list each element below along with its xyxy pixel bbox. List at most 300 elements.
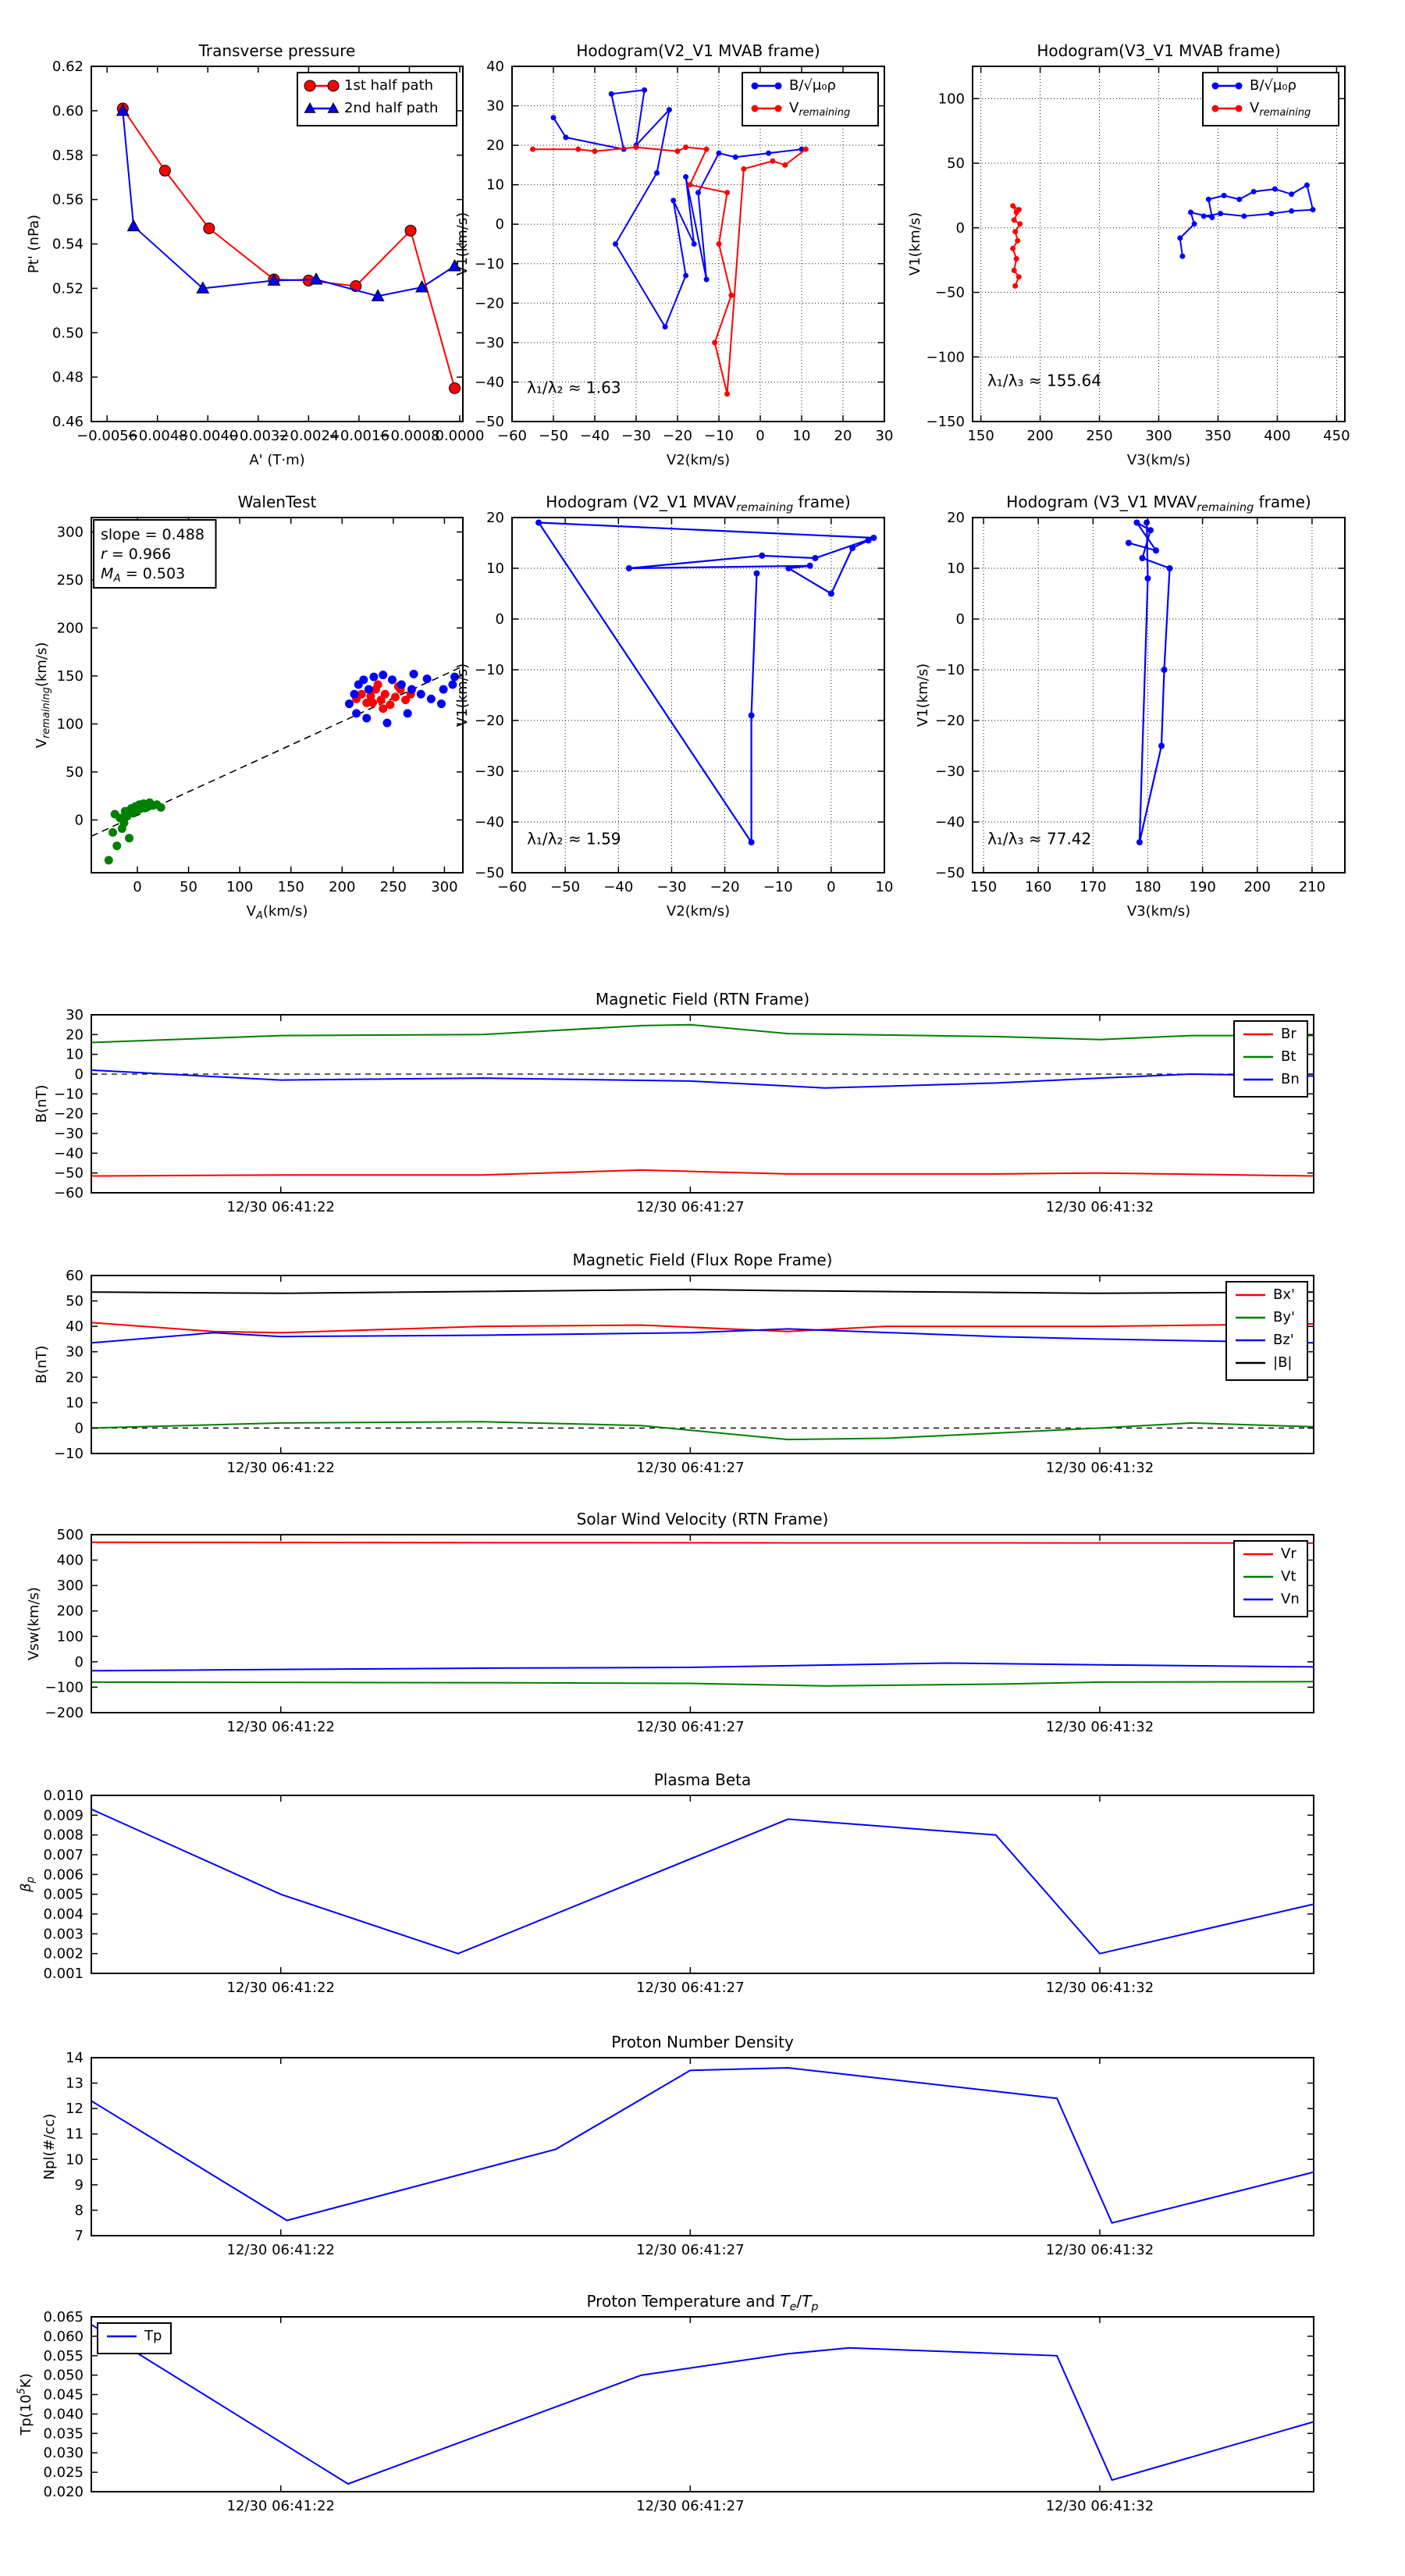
y-tick-label: 12 bbox=[66, 2101, 84, 2118]
x-tick-label: 12/30 06:41:22 bbox=[226, 2242, 335, 2258]
data-point-marker bbox=[634, 144, 639, 150]
data-point-marker bbox=[365, 685, 373, 694]
data-point-marker bbox=[1010, 246, 1016, 251]
y-tick-label: 0.045 bbox=[43, 2386, 84, 2403]
y-tick-label: −50 bbox=[935, 865, 965, 881]
y-tick-label: −50 bbox=[475, 414, 504, 430]
data-point-marker bbox=[704, 277, 710, 283]
y-tick-label: 9 bbox=[74, 2176, 84, 2194]
data-point-marker bbox=[1212, 83, 1219, 90]
y-tick-label: 0.52 bbox=[52, 280, 84, 297]
data-point-marker bbox=[1289, 191, 1294, 197]
y-tick-label: 0.035 bbox=[43, 2425, 84, 2443]
legend bbox=[1203, 73, 1339, 126]
x-tick-label: −50 bbox=[550, 879, 581, 895]
series-group bbox=[91, 1290, 1314, 1439]
data-point-marker bbox=[1192, 221, 1197, 226]
data-point-marker bbox=[410, 670, 418, 678]
x-tick-label: −20 bbox=[663, 428, 692, 444]
data-point-marker bbox=[687, 182, 692, 187]
y-tick-label: 30 bbox=[66, 1007, 84, 1023]
data-point-marker bbox=[870, 535, 877, 541]
series-line bbox=[91, 1322, 1314, 1332]
data-point-marker bbox=[749, 839, 755, 845]
series-group bbox=[1010, 183, 1315, 289]
y-tick-label: 0.50 bbox=[52, 325, 84, 342]
x-tick-label: 12/30 06:41:32 bbox=[1045, 1980, 1154, 1996]
data-point-marker bbox=[1222, 193, 1227, 198]
data-point-marker bbox=[111, 809, 119, 818]
y-tick-label: 0.007 bbox=[43, 1847, 84, 1863]
annotation-text: λ₁/λ₂ ≈ 1.59 bbox=[527, 829, 621, 849]
data-point-marker bbox=[1012, 268, 1017, 273]
data-point-marker bbox=[119, 819, 128, 827]
chart-svg-proton_density bbox=[41, 2033, 1314, 2258]
data-point-marker bbox=[1144, 520, 1150, 526]
x-tick-label: 450 bbox=[1323, 428, 1350, 444]
data-point-marker bbox=[642, 87, 647, 93]
y-tick-label: 0.001 bbox=[43, 1966, 84, 1982]
y-tick-label: 0 bbox=[495, 216, 504, 233]
data-point-marker bbox=[663, 324, 668, 329]
y-tick-label: −20 bbox=[54, 1105, 84, 1123]
series-line bbox=[91, 1329, 1314, 1343]
legend-label: B/√μ₀ρ bbox=[1250, 77, 1297, 94]
chart-vsw-rtn bbox=[26, 1510, 1314, 1735]
y-tick-label: 0.006 bbox=[43, 1866, 84, 1884]
data-point-marker bbox=[724, 391, 730, 397]
data-point-marker bbox=[381, 690, 389, 699]
y-tick-label: −40 bbox=[475, 814, 504, 831]
data-point-marker bbox=[439, 685, 448, 694]
data-point-marker bbox=[530, 147, 535, 152]
data-point-marker bbox=[609, 91, 614, 97]
data-point-marker bbox=[1236, 83, 1243, 90]
data-point-marker bbox=[1179, 254, 1185, 259]
x-tick-label: 0 bbox=[827, 879, 836, 895]
y-tick-label: 0.030 bbox=[43, 2445, 84, 2462]
y-tick-label: −20 bbox=[475, 295, 504, 312]
y-tick-label: −30 bbox=[475, 763, 504, 780]
data-point-marker bbox=[127, 220, 139, 231]
data-point-marker bbox=[1012, 217, 1017, 222]
chart-title: Plasma Beta bbox=[653, 1770, 752, 1789]
x-tick-label: 12/30 06:41:27 bbox=[636, 1719, 745, 1735]
x-axis-label: V2(km/s) bbox=[666, 452, 731, 468]
tick-marks bbox=[512, 518, 884, 873]
series-line bbox=[91, 1542, 1314, 1543]
data-point-marker bbox=[423, 674, 432, 683]
data-point-marker bbox=[683, 174, 688, 180]
chart-svg-hodogram_v3v1_mvab bbox=[907, 41, 1350, 468]
y-tick-label: 0 bbox=[74, 1420, 84, 1437]
data-point-marker bbox=[749, 713, 755, 719]
y-axis-label: V1(km/s) bbox=[454, 663, 471, 728]
data-point-marker bbox=[352, 709, 361, 717]
y-tick-label: 0.020 bbox=[43, 2484, 84, 2500]
y-axis-label: Npl(#/cc) bbox=[41, 2113, 58, 2180]
data-point-marker bbox=[1241, 213, 1247, 219]
y-axis-label: Pt' (nPa) bbox=[26, 214, 42, 274]
x-tick-label: 50 bbox=[180, 879, 198, 895]
y-axis-label: $Tp(10^5K)$ bbox=[16, 2373, 34, 2435]
x-tick-label: −40 bbox=[580, 428, 610, 444]
chart-svg-transverse_pressure bbox=[26, 41, 485, 468]
legend-box bbox=[1226, 1282, 1307, 1380]
y-tick-label: −100 bbox=[926, 349, 965, 366]
y-tick-label: 20 bbox=[486, 137, 504, 155]
y-tick-label: −10 bbox=[475, 255, 504, 272]
data-point-marker bbox=[1144, 575, 1151, 582]
series-line bbox=[123, 111, 454, 296]
y-tick-label: 0 bbox=[74, 812, 84, 829]
data-point-marker bbox=[1206, 197, 1211, 202]
y-tick-label: 0.54 bbox=[52, 236, 84, 253]
x-tick-label: −0.0016 bbox=[328, 428, 389, 444]
chart-proton-density bbox=[41, 2033, 1314, 2258]
y-tick-label: 40 bbox=[66, 1318, 84, 1336]
data-point-marker bbox=[654, 170, 660, 176]
x-tick-label: 170 bbox=[1080, 879, 1107, 895]
legend-label: $V_{remaining}$ bbox=[789, 100, 851, 119]
chart-transverse-pressure bbox=[26, 41, 485, 468]
data-point-marker bbox=[692, 241, 697, 247]
chart-svg-hodogram_v3v1_mvav bbox=[915, 493, 1345, 920]
x-tick-label: 200 bbox=[1026, 428, 1054, 444]
tick-marks bbox=[973, 518, 1345, 873]
data-point-marker bbox=[695, 190, 701, 195]
y-tick-label: 250 bbox=[56, 571, 84, 589]
y-tick-label: −30 bbox=[54, 1126, 84, 1142]
x-tick-label: −30 bbox=[621, 428, 651, 444]
x-tick-label: 12/30 06:41:22 bbox=[226, 2498, 335, 2514]
y-tick-label: 10 bbox=[486, 176, 504, 194]
data-point-marker bbox=[345, 699, 354, 708]
y-tick-label: 13 bbox=[66, 2075, 84, 2092]
y-tick-label: −20 bbox=[935, 713, 965, 729]
legend bbox=[1234, 1541, 1307, 1617]
x-tick-label: 0 bbox=[756, 428, 765, 444]
x-tick-label: 12/30 06:41:27 bbox=[636, 1980, 745, 1996]
legend-label: 2nd half path bbox=[344, 100, 439, 116]
data-point-marker bbox=[427, 695, 436, 703]
y-tick-label: 200 bbox=[56, 620, 84, 637]
y-tick-label: 0.48 bbox=[52, 369, 84, 386]
data-point-marker bbox=[712, 340, 717, 345]
data-point-marker bbox=[328, 80, 339, 91]
y-tick-label: 10 bbox=[947, 560, 965, 577]
y-tick-label: 0.005 bbox=[43, 1886, 84, 1903]
series-line bbox=[91, 1663, 1314, 1671]
annotation-text: λ₁/λ₃ ≈ 155.64 bbox=[987, 371, 1101, 390]
x-tick-label: 200 bbox=[329, 879, 356, 895]
data-point-marker bbox=[812, 555, 818, 561]
data-point-marker bbox=[667, 107, 672, 112]
y-tick-label: 150 bbox=[56, 667, 84, 685]
chart-title: Proton Temperature and $T_e/T_p$ bbox=[586, 2292, 819, 2314]
y-tick-label: −40 bbox=[475, 374, 504, 391]
series-line bbox=[1129, 523, 1170, 843]
y-tick-label: 500 bbox=[56, 1527, 84, 1543]
y-axis-label: V1(km/s) bbox=[454, 212, 471, 276]
y-tick-label: 100 bbox=[56, 1628, 84, 1646]
data-point-marker bbox=[108, 828, 117, 837]
data-point-marker bbox=[535, 520, 542, 526]
data-point-marker bbox=[592, 148, 598, 154]
x-tick-label: 12/30 06:41:32 bbox=[1045, 2498, 1154, 2514]
y-axis-label: V1(km/s) bbox=[907, 212, 923, 276]
series-line bbox=[91, 1170, 1314, 1176]
y-tick-label: −10 bbox=[54, 1086, 84, 1103]
x-axis-label: V2(km/s) bbox=[666, 903, 731, 920]
x-tick-label: 160 bbox=[1024, 879, 1052, 895]
data-point-marker bbox=[1010, 203, 1016, 208]
x-tick-label: −60 bbox=[497, 428, 527, 444]
axes-frame bbox=[91, 1015, 1314, 1193]
data-point-marker bbox=[1158, 743, 1165, 749]
series-line bbox=[91, 1421, 1314, 1439]
axes-frame bbox=[973, 518, 1345, 873]
chart-title: Proton Number Density bbox=[611, 2033, 794, 2051]
data-point-marker bbox=[1272, 187, 1278, 192]
data-point-marker bbox=[105, 856, 113, 865]
series-group bbox=[91, 2068, 1314, 2223]
chart-hodogram-v2v1-mvav bbox=[454, 493, 894, 920]
y-axis-label: $\beta_p$ bbox=[18, 1877, 37, 1892]
chart-title: Hodogram(V2_V1 MVAB frame) bbox=[576, 41, 820, 60]
x-tick-label: 350 bbox=[1204, 428, 1232, 444]
series-group bbox=[530, 87, 809, 397]
data-point-marker bbox=[304, 80, 315, 91]
data-point-marker bbox=[670, 197, 676, 203]
y-tick-label: 14 bbox=[66, 2050, 84, 2066]
data-point-marker bbox=[1201, 213, 1207, 219]
data-point-marker bbox=[683, 272, 688, 278]
x-tick-label: 300 bbox=[1145, 428, 1172, 444]
x-tick-label: −10 bbox=[763, 879, 793, 895]
chart-svg-hodogram_v2v1_mvav bbox=[454, 493, 894, 920]
x-tick-label: −60 bbox=[497, 879, 527, 895]
y-tick-label: 0 bbox=[955, 219, 965, 237]
chart-title: Solar Wind Velocity (RTN Frame) bbox=[576, 1510, 829, 1528]
y-tick-label: 0 bbox=[74, 1066, 84, 1083]
y-axis-label: $V_{remaining}(km/s)$ bbox=[34, 642, 52, 749]
data-point-marker bbox=[675, 148, 681, 154]
y-tick-label: −50 bbox=[935, 284, 965, 301]
y-tick-label: 11 bbox=[66, 2126, 84, 2143]
data-point-marker bbox=[1251, 189, 1257, 194]
data-point-marker bbox=[362, 714, 371, 723]
data-point-marker bbox=[770, 158, 775, 164]
series-line bbox=[91, 1290, 1314, 1293]
y-axis-label: Vsw(km/s) bbox=[26, 1587, 42, 1660]
legend-label: Vn bbox=[1281, 1591, 1300, 1607]
x-tick-label: 150 bbox=[967, 428, 994, 444]
chart-bfield-rtn bbox=[34, 990, 1314, 1215]
data-point-marker bbox=[359, 675, 368, 684]
chart-svg-bfield_fluxrope bbox=[34, 1251, 1314, 1476]
x-tick-label: 0 bbox=[133, 879, 142, 895]
y-tick-label: 200 bbox=[56, 1603, 84, 1620]
data-point-marker bbox=[849, 545, 855, 551]
x-tick-label: 12/30 06:41:22 bbox=[226, 1199, 335, 1215]
y-tick-label: 0.050 bbox=[43, 2367, 84, 2384]
chart-walen-test bbox=[34, 493, 463, 922]
y-tick-label: 20 bbox=[486, 510, 504, 526]
y-axis-label: B(nT) bbox=[34, 1345, 50, 1384]
x-tick-label: 250 bbox=[1086, 428, 1113, 444]
data-point-marker bbox=[759, 553, 765, 559]
y-tick-label: −50 bbox=[54, 1165, 84, 1182]
data-point-marker bbox=[1161, 667, 1168, 673]
x-tick-label: 150 bbox=[969, 879, 998, 895]
series-line bbox=[91, 1070, 1314, 1088]
data-point-marker bbox=[391, 692, 400, 701]
x-tick-label: −20 bbox=[710, 879, 740, 895]
legend bbox=[1234, 1021, 1307, 1097]
x-tick-label: 250 bbox=[379, 879, 407, 895]
data-point-marker bbox=[728, 293, 734, 298]
series-group bbox=[91, 1809, 1314, 1954]
data-point-marker bbox=[704, 147, 710, 152]
tick-marks bbox=[91, 2317, 1314, 2492]
y-tick-label: −100 bbox=[44, 1679, 84, 1696]
y-tick-label: 7 bbox=[74, 2228, 84, 2244]
x-tick-label: 0.0000 bbox=[435, 428, 485, 444]
data-point-marker bbox=[775, 105, 782, 112]
y-tick-label: 0.62 bbox=[52, 59, 84, 75]
y-tick-label: 20 bbox=[947, 510, 965, 526]
y-tick-label: 0 bbox=[955, 611, 965, 628]
axes-frame bbox=[91, 2317, 1314, 2492]
y-tick-label: 50 bbox=[66, 763, 84, 781]
y-tick-label: 0.040 bbox=[43, 2406, 84, 2423]
x-axis-label: A' (T·m) bbox=[249, 452, 305, 468]
series-group bbox=[91, 1025, 1314, 1176]
x-tick-label: −0.0032 bbox=[227, 428, 289, 444]
chart-proton-temperature bbox=[16, 2292, 1314, 2514]
series-group bbox=[117, 103, 461, 393]
data-point-marker bbox=[1218, 211, 1223, 216]
x-tick-label: 20 bbox=[834, 428, 852, 444]
data-point-marker bbox=[752, 83, 759, 90]
y-tick-label: 30 bbox=[486, 98, 504, 115]
series-group bbox=[91, 2325, 1314, 2484]
x-tick-label: 12/30 06:41:27 bbox=[636, 1199, 745, 1215]
data-point-marker bbox=[112, 841, 121, 850]
series-line bbox=[91, 1025, 1314, 1043]
data-point-marker bbox=[379, 671, 387, 679]
x-tick-label: 12/30 06:41:27 bbox=[636, 1460, 745, 1476]
y-tick-label: 0.055 bbox=[43, 2347, 84, 2364]
data-point-marker bbox=[1014, 256, 1019, 262]
gridlines bbox=[512, 518, 884, 873]
data-point-marker bbox=[866, 537, 872, 543]
y-tick-label: 40 bbox=[486, 59, 504, 75]
chart-svg-walen_test bbox=[34, 493, 463, 922]
chart-svg-proton_temperature bbox=[16, 2292, 1314, 2514]
x-axis-label: V3(km/s) bbox=[1126, 452, 1191, 468]
series-line bbox=[91, 2068, 1314, 2223]
chart-bfield-fluxrope bbox=[34, 1251, 1314, 1476]
data-point-marker bbox=[350, 690, 359, 699]
y-tick-label: 30 bbox=[66, 1343, 84, 1361]
series-group bbox=[91, 1542, 1314, 1686]
x-tick-label: 300 bbox=[431, 879, 458, 895]
y-tick-label: −10 bbox=[54, 1446, 84, 1462]
data-point-marker bbox=[807, 563, 813, 569]
y-tick-label: 0.60 bbox=[52, 102, 84, 119]
chart-plasma-beta bbox=[18, 1770, 1314, 1996]
y-tick-label: −50 bbox=[475, 865, 504, 881]
x-tick-label: −50 bbox=[539, 428, 568, 444]
x-tick-label: 30 bbox=[875, 428, 894, 444]
y-tick-label: 400 bbox=[56, 1552, 84, 1569]
data-point-marker bbox=[1016, 207, 1022, 212]
y-tick-label: 0.008 bbox=[43, 1827, 84, 1844]
x-tick-label: −0.0024 bbox=[278, 428, 340, 444]
x-tick-label: −0.0040 bbox=[177, 428, 239, 444]
data-point-marker bbox=[125, 834, 133, 842]
data-point-marker bbox=[437, 699, 446, 708]
data-point-marker bbox=[1126, 540, 1132, 546]
data-point-marker bbox=[1289, 208, 1294, 214]
x-tick-label: 12/30 06:41:32 bbox=[1045, 1460, 1154, 1476]
x-tick-label: 12/30 06:41:32 bbox=[1045, 1719, 1154, 1735]
axes-frame bbox=[512, 518, 884, 873]
chart-svg-bfield_rtn bbox=[34, 990, 1314, 1215]
y-tick-label: 0.002 bbox=[43, 1945, 84, 1962]
y-tick-label: −30 bbox=[935, 763, 965, 780]
y-tick-label: 0.46 bbox=[52, 414, 84, 430]
gridlines bbox=[973, 518, 1345, 873]
legend-label: Tp bbox=[144, 2328, 162, 2344]
data-point-marker bbox=[1017, 221, 1023, 226]
legend-label: By' bbox=[1273, 1309, 1295, 1325]
y-tick-label: −20 bbox=[475, 713, 504, 729]
data-point-marker bbox=[1016, 274, 1022, 279]
data-point-marker bbox=[397, 680, 406, 688]
x-tick-label: 10 bbox=[875, 879, 894, 895]
axes-frame bbox=[91, 2058, 1314, 2236]
data-point-marker bbox=[1139, 555, 1145, 561]
data-point-marker bbox=[575, 147, 581, 152]
series-line bbox=[533, 148, 806, 394]
data-point-marker bbox=[717, 151, 722, 156]
y-tick-label: 0 bbox=[495, 611, 504, 628]
x-tick-label: 12/30 06:41:22 bbox=[226, 1980, 335, 1996]
data-point-marker bbox=[204, 223, 215, 234]
tick-marks bbox=[91, 2058, 1314, 2236]
x-tick-label: 12/30 06:41:22 bbox=[226, 1719, 335, 1735]
x-axis-label: $V_A(km/s)$ bbox=[246, 903, 308, 922]
data-point-marker bbox=[775, 83, 782, 90]
stats-box-line: $M_A = 0.503$ bbox=[101, 565, 186, 585]
stats-box-line: r = 0.966 bbox=[101, 546, 172, 563]
y-tick-label: 0.065 bbox=[43, 2309, 84, 2325]
y-tick-label: 0.025 bbox=[43, 2464, 84, 2482]
legend bbox=[742, 73, 878, 126]
y-tick-label: 0.009 bbox=[43, 1807, 84, 1824]
data-point-marker bbox=[417, 690, 425, 699]
legend-label: 1st half path bbox=[344, 77, 434, 94]
y-tick-label: 60 bbox=[66, 1268, 84, 1284]
data-point-marker bbox=[1212, 105, 1219, 112]
series-line bbox=[123, 109, 454, 388]
data-point-marker bbox=[613, 241, 618, 247]
chart-title: Hodogram (V2_V1 $MVAV_{remaining}$ frame) bbox=[546, 493, 851, 514]
data-point-marker bbox=[766, 151, 771, 156]
